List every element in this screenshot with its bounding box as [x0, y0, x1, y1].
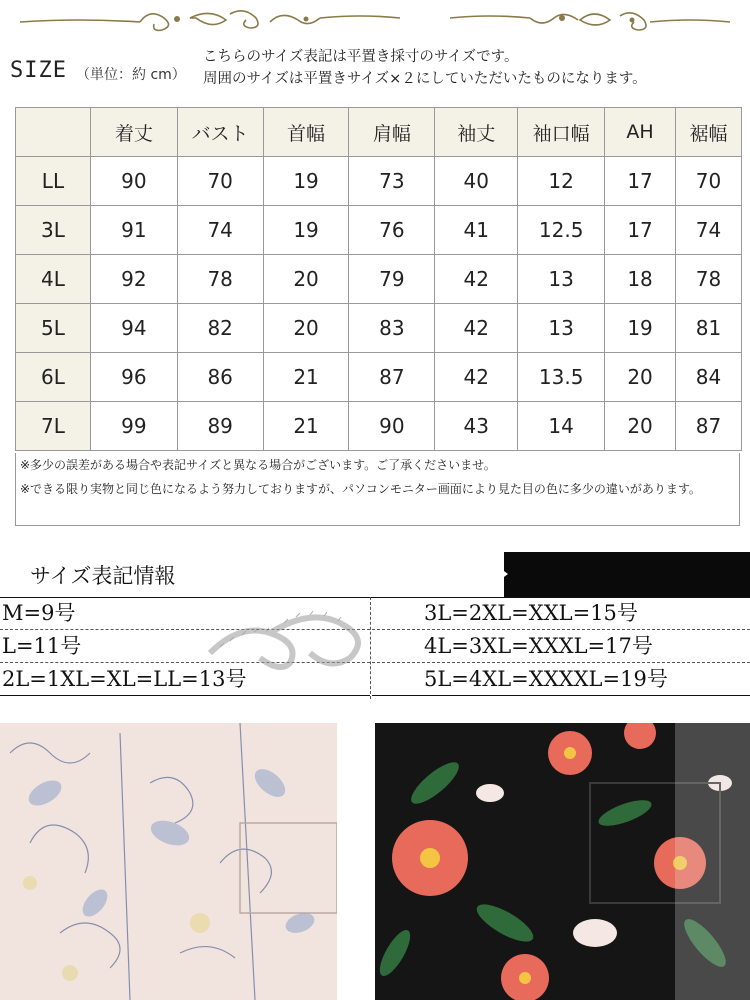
column-header: 袖口幅	[518, 108, 605, 157]
table-cell: 74	[676, 206, 742, 255]
table-cell: 19	[605, 304, 676, 353]
size-table	[15, 107, 742, 451]
table-cell: 70	[177, 157, 263, 206]
table-cell: 20	[605, 402, 676, 451]
table-cell: 96	[90, 353, 177, 402]
size-equivalence-row: 5L=4XL=XXXXL=19号	[372, 663, 750, 696]
table-cell: 86	[177, 353, 263, 402]
table-cell: 90	[90, 157, 177, 206]
size-info-header	[0, 552, 750, 597]
header-black-bar	[504, 552, 750, 597]
table-cell: 13.5	[518, 353, 605, 402]
measuring-tape-illustration	[200, 603, 380, 673]
column-header: 裾幅	[676, 108, 742, 157]
table-cell: 20	[263, 304, 349, 353]
table-cell: 20	[263, 255, 349, 304]
table-cell: 18	[605, 255, 676, 304]
black-floral-fabric-image	[375, 723, 750, 1000]
table-cell: 41	[435, 206, 518, 255]
table-cell: 82	[177, 304, 263, 353]
table-cell: 87	[676, 402, 742, 451]
table-cell: 84	[676, 353, 742, 402]
table-cell: 70	[676, 157, 742, 206]
table-cell: 87	[349, 353, 435, 402]
column-header: 肩幅	[349, 108, 435, 157]
table-cell: 42	[435, 255, 518, 304]
column-header: 首幅	[263, 108, 349, 157]
product-photo-pastel-floral	[0, 723, 337, 1000]
table-cell: 21	[263, 402, 349, 451]
table-cell: 99	[90, 402, 177, 451]
table-cell: 19	[263, 206, 349, 255]
size-equivalence-row: 4L=3XL=XXXL=17号	[372, 630, 750, 663]
table-row	[16, 157, 742, 206]
table-cell: 17	[605, 157, 676, 206]
pastel-floral-fabric-image	[0, 723, 337, 1000]
table-cell: 90	[349, 402, 435, 451]
table-cell: 89	[177, 402, 263, 451]
table-row	[16, 255, 742, 304]
table-cell: 94	[90, 304, 177, 353]
disclaimer-notes	[15, 453, 740, 526]
size-label-cell: 6L	[16, 353, 91, 402]
table-cell: 43	[435, 402, 518, 451]
size-title: SIZE	[10, 58, 67, 83]
table-cell: 14	[518, 402, 605, 451]
size-label-cell: 5L	[16, 304, 91, 353]
size-label-cell: 7L	[16, 402, 91, 451]
table-cell: 19	[263, 157, 349, 206]
table-cell: 13	[518, 304, 605, 353]
table-cell: 13	[518, 255, 605, 304]
size-label-cell: 4L	[16, 255, 91, 304]
size-label-cell: LL	[16, 157, 91, 206]
table-cell: 79	[349, 255, 435, 304]
size-equivalence-row: 2L=1XL=XL=LL=13号	[0, 663, 370, 696]
table-row	[16, 353, 742, 402]
table-cell: 12	[518, 157, 605, 206]
table-row	[16, 402, 742, 451]
product-photo-black-floral	[375, 723, 750, 1000]
table-cell: 17	[605, 206, 676, 255]
table-cell: 83	[349, 304, 435, 353]
table-row	[16, 206, 742, 255]
measurement-note-line2: 周囲のサイズは平置きサイズ×２にしていただいたものになります。	[203, 71, 647, 87]
table-cell: 20	[605, 353, 676, 402]
column-header: 袖丈	[435, 108, 518, 157]
size-equivalence-right-column	[372, 597, 750, 699]
table-cell: 91	[90, 206, 177, 255]
disclaimer-note: ※多少の誤差がある場合や表記サイズと異なる場合がございます。ご了承くださいませ。	[20, 458, 496, 472]
table-cell: 42	[435, 304, 518, 353]
table-cell: 42	[435, 353, 518, 402]
header-arrow-shape	[478, 552, 508, 596]
decorative-scroll-ornament	[20, 4, 730, 34]
size-label-cell: 3L	[16, 206, 91, 255]
measurement-note-line1: こちらのサイズ表記は平置き採寸のサイズです。	[203, 49, 519, 65]
table-cell: 73	[349, 157, 435, 206]
table-row	[16, 304, 742, 353]
column-header: 着丈	[90, 108, 177, 157]
table-cell: 78	[177, 255, 263, 304]
table-cell: 92	[90, 255, 177, 304]
size-equivalence-row: 3L=2XL=XXL=15号	[372, 597, 750, 630]
size-equivalence-row: L=11号	[0, 630, 370, 663]
table-cell: 78	[676, 255, 742, 304]
table-cell: 74	[177, 206, 263, 255]
table-cell: 81	[676, 304, 742, 353]
measurement-note	[203, 46, 647, 90]
table-cell: 40	[435, 157, 518, 206]
table-cell: 12.5	[518, 206, 605, 255]
table-corner-cell	[16, 108, 91, 157]
column-header: バスト	[177, 108, 263, 157]
size-equivalence-row: M=9号	[0, 597, 370, 630]
table-header-row	[16, 108, 742, 157]
size-info-title: サイズ表記情報	[30, 564, 176, 588]
table-cell: 76	[349, 206, 435, 255]
disclaimer-note: ※できる限り実物と同じ色になるよう努力しておりますが、パソコンモニター画面により見た目の色に多少の違いがあります。	[20, 482, 701, 496]
column-header: AH	[605, 108, 676, 157]
table-cell: 21	[263, 353, 349, 402]
unit-label: （単位：約 cm）	[76, 67, 186, 83]
